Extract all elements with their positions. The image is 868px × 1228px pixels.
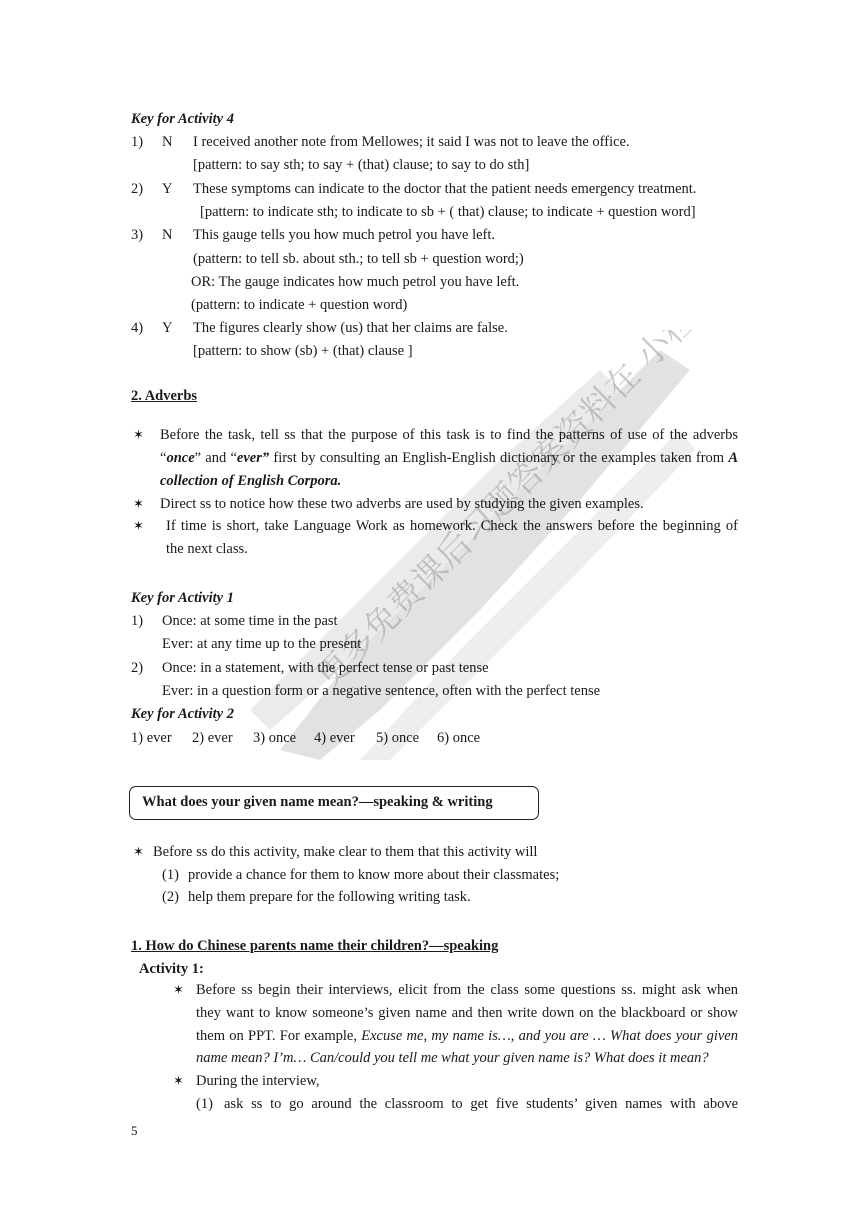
key1-line-3-num: 2) — [131, 660, 144, 676]
key4-item-3-alt: OR: The gauge indicates how much petrol you have left. — [191, 274, 520, 290]
intro-bullet: Before ss do this activity, make clear to them that this activity will — [153, 844, 538, 860]
key4-item-3-text: This gauge tells you how much petrol you have left. — [193, 227, 496, 243]
key4-item-2-pattern: [pattern: to indicate sth; to indicate to sb + ( that) clause; to indicate + question word] — [200, 204, 696, 220]
key2-answer-2: 2) ever — [192, 730, 233, 746]
section-1-bullet-1-line-4: name mean? I’m… Can/could you tell me what your given name is? What does it mean? — [196, 1050, 709, 1066]
key4-item-4-yn: Y — [162, 320, 173, 336]
key4-item-2-text: These symptoms can indicate to the doctor that the patient needs emergency treatment. — [193, 181, 697, 197]
section-title-box — [129, 786, 539, 820]
intro-sub-1-num: (1) — [162, 867, 179, 883]
bullet-star-icon: ✶ — [173, 982, 184, 997]
key4-item-3-pattern: (pattern: to tell sb. about sth.; to tell sb + question word;) — [193, 251, 524, 267]
key1-line-3: Once: in a statement, with the perfect tense or past tense — [162, 660, 489, 676]
key4-item-3-yn: N — [162, 227, 173, 243]
key1-line-1-num: 1) — [131, 613, 144, 629]
adverbs-bullet-1-line-2: “once” and “ever” first by consulting an English-English dictionary or the examples taken from A — [160, 450, 738, 466]
key2-answer-5: 5) once — [376, 730, 420, 746]
adverbs-bullet-3-line-1: If time is short, take Language Work as homework. Check the answers before the beginning of — [166, 518, 738, 534]
page-number: 5 — [131, 1123, 138, 1138]
key1-line-2: Ever: at any time up to the present — [162, 636, 362, 652]
section-1-bullet-1-line-3: them on PPT. For example, Excuse me, my name is…, and you are … What does your given — [196, 1028, 738, 1044]
key1-title: Key for Activity 1 — [131, 590, 234, 606]
key2-answer-3: 3) once — [253, 730, 297, 746]
key4-item-2-yn: Y — [162, 181, 173, 197]
key4-title: Key for Activity 4 — [131, 111, 234, 127]
adverbs-bullet-2: Direct ss to notice how these two adverbs are used by studying the given examples. — [160, 496, 644, 512]
bullet-star-icon: ✶ — [133, 427, 144, 442]
bullet-star-icon: ✶ — [173, 1073, 184, 1088]
intro-sub-2: help them prepare for the following writing task. — [188, 889, 471, 905]
key4-item-3-alt-pattern: (pattern: to indicate + question word) — [191, 297, 408, 313]
intro-sub-2-num: (2) — [162, 889, 179, 905]
adverbs-bullet-1-line-1: Before the task, tell ss that the purpose of this task is to find the patterns of use of the adverbs — [160, 427, 738, 443]
section-title: What does your given name mean?—speaking & writing — [142, 794, 493, 810]
bullet-star-icon: ✶ — [133, 518, 144, 533]
key1-line-1: Once: at some time in the past — [162, 613, 338, 629]
section-1-heading: 1. How do Chinese parents name their children?—speaking — [131, 938, 499, 954]
section-1-bullet-2-sub: ask ss to go around the classroom to get five students’ given names with above — [224, 1096, 738, 1112]
bullet-star-icon: ✶ — [133, 844, 144, 859]
adverbs-heading: 2. Adverbs — [131, 388, 198, 404]
section-1-bullet-2: During the interview, — [196, 1073, 320, 1089]
key4-item-1-yn: N — [162, 134, 173, 150]
key4-item-4-text: The figures clearly show (us) that her claims are false. — [193, 320, 508, 336]
section-1-bullet-2-sub-num: (1) — [196, 1096, 213, 1112]
activity-1-label: Activity 1: — [139, 961, 204, 977]
key2-answer-1: 1) ever — [131, 730, 172, 746]
watermark-text: 更多免费课后习题答案资料在 — [308, 355, 649, 697]
key4-item-3-num: 3) — [131, 227, 144, 243]
section-1-bullet-1-line-1: Before ss begin their interviews, elicit from the class some questions ss. might ask when — [196, 982, 738, 998]
intro-sub-1: provide a chance for them to know more about their classmates; — [188, 867, 560, 883]
adverbs-bullet-1-line-3: collection of English Corpora. — [160, 473, 342, 489]
key4-item-1-text: I received another note from Mellowes; it said I was not to leave the office. — [193, 134, 630, 150]
key4-item-2-num: 2) — [131, 181, 144, 197]
key4-item-1-pattern: [pattern: to say sth; to say + (that) clause; to say to do sth] — [193, 157, 530, 173]
section-1-bullet-1-line-2: they want to know someone’s given name and then write down on the blackboard or show — [196, 1005, 738, 1021]
key2-answer-4: 4) ever — [314, 730, 355, 746]
key1-line-4: Ever: in a question form or a negative sentence, often with the perfect tense — [162, 683, 601, 699]
adverbs-bullet-3-line-2: the next class. — [166, 541, 248, 557]
key2-answer-6: 6) once — [437, 730, 481, 746]
key4-item-4-num: 4) — [131, 320, 144, 336]
key2-title: Key for Activity 2 — [131, 706, 234, 722]
bullet-star-icon: ✶ — [133, 496, 144, 511]
key4-item-4-pattern: [pattern: to show (sb) + (that) clause ] — [193, 343, 413, 359]
key4-item-1-num: 1) — [131, 134, 144, 150]
